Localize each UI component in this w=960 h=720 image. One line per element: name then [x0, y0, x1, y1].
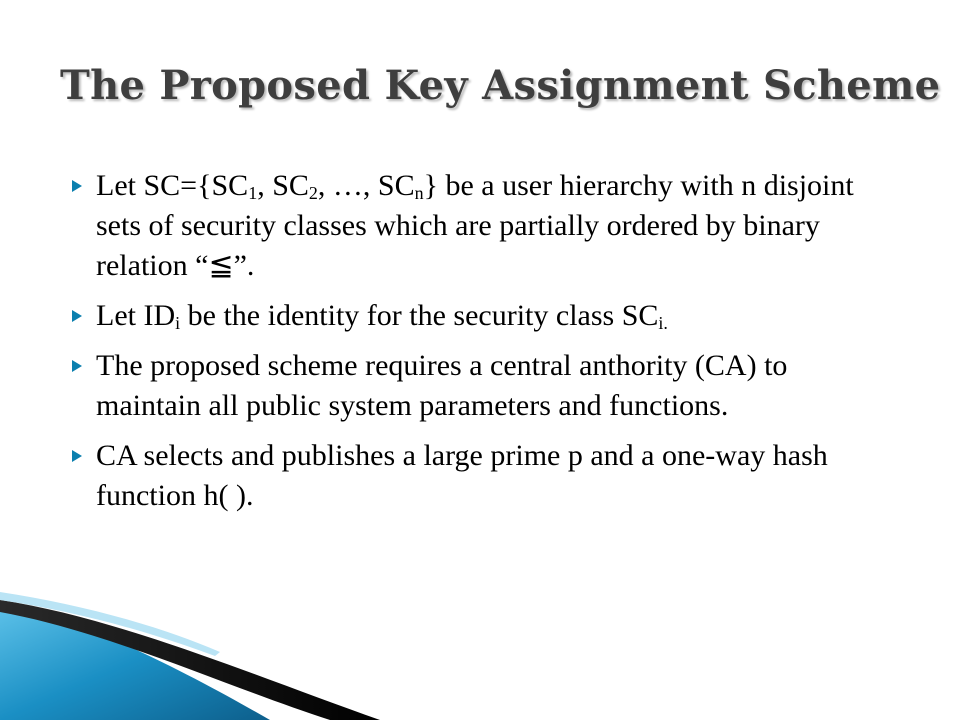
bullet-text: Let $SC=\{SC_1$, $SC_2$, …, $SC_n$} be a user hierarchy with n disjoint sets of security classes which are partially ordered by binary relation “≦”. [96, 169, 854, 282]
bullet-list [70, 166, 870, 526]
triangle-right-icon [72, 180, 82, 192]
corner-decoration [0, 590, 420, 720]
bullet-item [70, 346, 870, 426]
bullet-item [70, 436, 870, 516]
slide-title: The Proposed Key Assignment Scheme [60, 62, 941, 109]
triangle-right-icon [72, 360, 82, 372]
triangle-right-icon [72, 310, 82, 322]
bullet-text: Let $ID_i$ be the identity for the security class $SC_{i.}$ [96, 299, 668, 333]
bullet-item [70, 296, 870, 336]
bullet-item [70, 166, 870, 286]
triangle-right-icon [72, 450, 82, 462]
bullet-text: The proposed scheme requires a central anthority (CA) to maintain all public system parameters and functions. [96, 349, 788, 422]
bullet-text: CA selects and publishes a large prime p and a one-way hash function h( ). [96, 439, 828, 512]
